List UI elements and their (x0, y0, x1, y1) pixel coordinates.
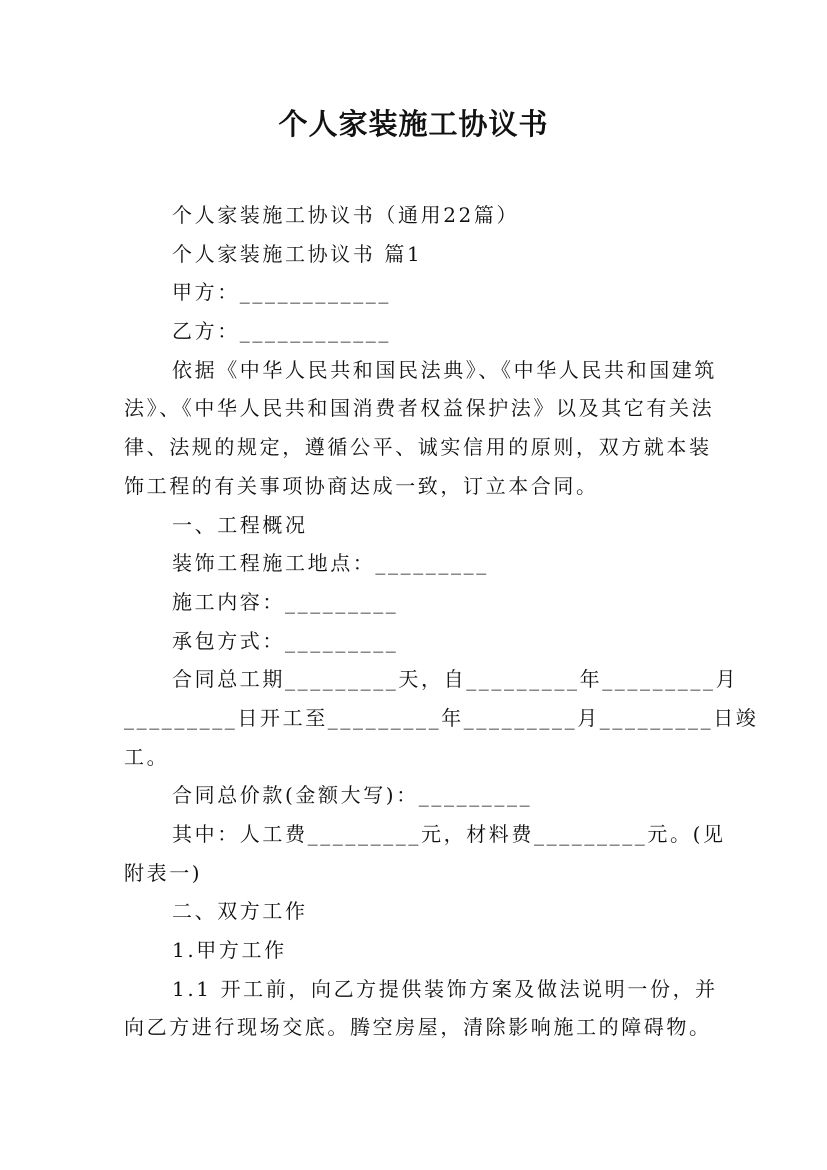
text-line: 附表一) (124, 860, 203, 885)
text-line: 个人家装施工协议书（通用22篇） (172, 203, 520, 227)
text-line: 承包方式：_________ (172, 628, 399, 653)
text-line: 1.甲方工作 (172, 938, 287, 963)
text-line: 甲方：____________ (172, 280, 391, 305)
document-body (124, 196, 759, 1047)
text-line: 合同总工期_________天，自_________年_________月 (172, 667, 739, 692)
text-line: 施工内容：_________ (172, 589, 399, 614)
text-line: 饰工程的有关事项协商达成一致，订立本合同。 (124, 473, 599, 498)
text-line: 1.1 开工前，向乙方提供装饰方案及做法说明一份，并 (172, 976, 718, 1001)
text-line: _________日开工至_________年_________月_________日竣 (124, 705, 759, 730)
text-line: 其中：人工费_________元，材料费_________元。(见 (172, 822, 726, 846)
text-line: 装饰工程施工地点：_________ (172, 551, 489, 576)
text-line: 合同总价款(金额大写)：_________ (172, 783, 533, 808)
text-line: 法》、《中华人民共和国消费者权益保护法》以及其它有关法 (124, 396, 715, 421)
text-line: 依据《中华人民共和国民法典》、《中华人民共和国建筑 (172, 357, 717, 382)
text-line: 一、工程概况 (172, 512, 308, 537)
text-line: 律、法规的规定，遵循公平、诚实信用的原则，双方就本装 (124, 435, 712, 460)
text-line: 向乙方进行现场交底。腾空房屋，清除影响施工的障碍物。 (124, 1015, 712, 1040)
text-line: 工。 (124, 744, 170, 769)
text-line: 个人家装施工协议书 篇1 (172, 241, 423, 266)
document-title: 个人家装施工协议书 (278, 107, 549, 141)
text-line: 乙方：____________ (172, 319, 391, 344)
text-line: 二、双方工作 (172, 899, 308, 924)
